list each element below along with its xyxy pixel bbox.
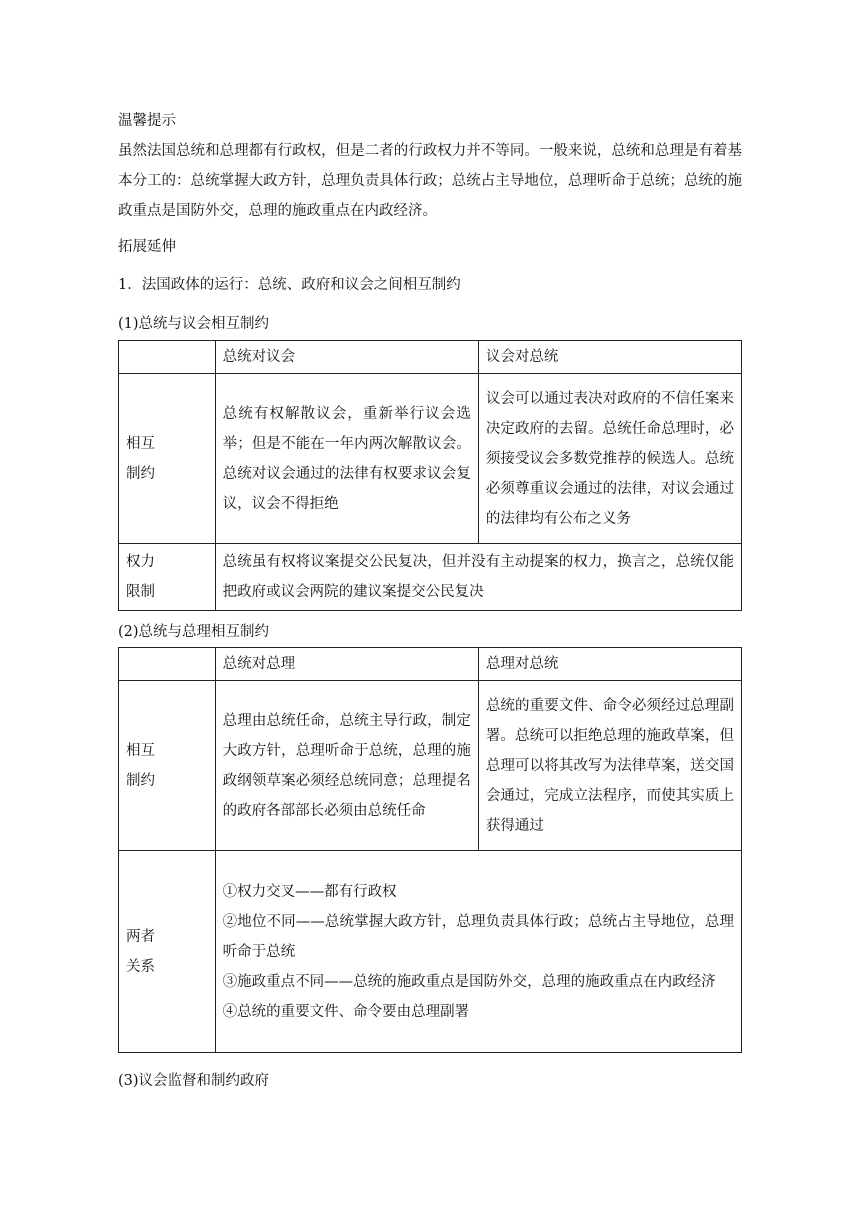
section3-title: (3)议会监督和制约政府 [118, 1073, 270, 1089]
section1-title: (1)总统与议会相互制约 [118, 316, 270, 332]
table-cell: 总统虽有权将议案提交公民复决，但并没有主动提案的权力，换言之，总统仅能把政府或议会两院的建议案提交公民复决 [215, 544, 741, 611]
list-item: ④总统的重要文件、命令要由总理副署 [222, 1003, 470, 1020]
row-label [119, 681, 216, 851]
tip-heading: 温馨提示 [118, 113, 176, 129]
table-header-row [119, 341, 742, 374]
row-label-line-1: 权力 [126, 554, 155, 570]
row-label-line-2: 限制 [126, 584, 155, 600]
list-item: ①权力交叉——都有行政权 [222, 883, 397, 900]
list-item: ③施政重点不同——总统的施政重点是国防外交，总理的施政重点在内政经济 [222, 973, 716, 990]
list-item: ②地位不同——总统掌握大政方针，总理负责具体行政；总统占主导地位，总理听命于总统 [222, 913, 734, 960]
header-cell-empty [119, 341, 216, 374]
extension-item-1: 1．法国政体的运行：总统、政府和议会之间相互制约 [118, 277, 461, 293]
row-label [119, 544, 216, 611]
president-parliament-table [118, 340, 742, 611]
extension-heading: 拓展延伸 [118, 239, 176, 255]
header-cell-president-on-parliament: 总统对议会 [215, 341, 478, 374]
header-cell-parliament-on-president: 议会对总统 [478, 341, 741, 374]
tip-body: 虽然法国总统和总理都有行政权，但是二者的行政权力并不等同。一般来说，总统和总理是有着基本分工的：总统掌握大政方针，总理负责具体行政；总统占主导地位，总理听命于总统；总统的施政重点是国防外交，总理的施政重点在内政经济。 [118, 143, 742, 219]
row-label-line-2: 制约 [126, 772, 155, 789]
table-row [119, 374, 742, 544]
row-label-line-1: 两者 [126, 928, 155, 945]
row-label-line-2: 关系 [126, 958, 155, 975]
row-label-line-1: 相互 [126, 435, 155, 452]
table-cell: 总统的重要文件、命令必须经过总理副署。总统可以拒绝总理的施政草案，但总理可以将其改写为法律草案，送交国会通过，完成立法程序，而使其实质上获得通过 [478, 681, 741, 851]
section2-title: (2)总统与总理相互制约 [118, 624, 270, 640]
table-cell: 议会可以通过表决对政府的不信任案来决定政府的去留。总统任命总理时，必须接受议会多数党推荐的候选人。总统必须尊重议会通过的法律，对议会通过的法律均有公布之义务 [478, 374, 741, 544]
table-header-row [119, 648, 742, 681]
president-premier-table [118, 647, 742, 1053]
header-cell-empty [119, 648, 216, 681]
header-cell-premier-on-president: 总理对总统 [478, 648, 741, 681]
header-cell-president-on-premier: 总统对总理 [215, 648, 478, 681]
table-cell [215, 851, 741, 1053]
row-label-line-1: 相互 [126, 742, 155, 759]
table-cell: 总理由总统任命，总统主导行政，制定大政方针，总理听命于总统，总理的施政纲领草案必须经总统同意；总理提名的政府各部部长必须由总统任命 [215, 681, 478, 851]
row-label [119, 374, 216, 544]
table-cell: 总统有权解散议会，重新举行议会选举；但是不能在一年内两次解散议会。总统对议会通过的法律有权要求议会复议，议会不得拒绝 [215, 374, 478, 544]
table-row [119, 851, 742, 1053]
table-row [119, 681, 742, 851]
table-row [119, 544, 742, 611]
row-label [119, 851, 216, 1053]
row-label-line-2: 制约 [126, 465, 155, 482]
